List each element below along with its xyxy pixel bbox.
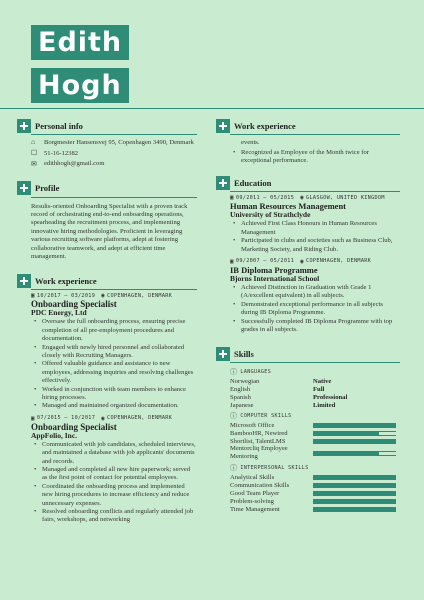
skill-row — [230, 437, 400, 445]
language-name: Japanese — [230, 401, 254, 409]
section-title: Personal info — [35, 120, 83, 131]
section-title: Education — [234, 177, 272, 188]
job-bullets — [33, 441, 197, 525]
skill-level-bar — [313, 491, 396, 496]
language-level: Limited — [313, 401, 336, 409]
plus-icon — [216, 119, 230, 133]
education-1 — [230, 194, 400, 254]
skill-level-gap — [379, 452, 396, 455]
job-2 — [31, 415, 197, 525]
personal-info — [17, 139, 197, 169]
info-icon: ⓘ — [230, 368, 238, 377]
skill-level-gap — [379, 432, 396, 435]
list-item: • Achieved First Class Honours in Human Resources Management — [232, 220, 400, 237]
skill-row — [230, 481, 400, 489]
edu-dates: 09/2011 — 05/2015 — [235, 194, 295, 201]
location-pin-icon: ◉ — [300, 194, 305, 202]
language-row — [230, 377, 400, 385]
job-meta — [31, 415, 197, 422]
job-dates: 10/2017 — 03/2019 — [36, 292, 96, 299]
skill-name: Good Team Player — [230, 489, 280, 497]
home-icon: ⌂ — [31, 139, 36, 146]
profile-header — [17, 181, 197, 196]
education-2 — [230, 258, 400, 334]
name-first: Edith — [31, 25, 129, 60]
skill-name: Analytical Skills — [230, 473, 275, 481]
left-column — [17, 118, 197, 525]
calendar-icon: ▣ — [31, 414, 35, 422]
skill-level-bar — [313, 483, 396, 488]
language-row — [230, 401, 400, 409]
skill-name: Communication Skills — [230, 481, 290, 489]
header-rule — [0, 108, 424, 109]
location-pin-icon: ◉ — [300, 257, 305, 265]
work-continued-header — [216, 118, 400, 133]
list-item: • Engaged with newly hired personnel and collaborated closely with Recruiting Managers. — [33, 344, 197, 361]
info-icon: ⓘ — [230, 464, 238, 473]
skill-level-bar — [313, 431, 396, 436]
skill-name: BambooHR, Newired — [230, 429, 288, 437]
job-title: Onboarding Specialist — [31, 299, 117, 310]
phone-icon: ☐ — [31, 150, 38, 158]
address-row — [31, 139, 197, 148]
language-row — [230, 385, 400, 393]
mail-icon: ✉ — [31, 160, 37, 168]
skill-level-bar — [313, 451, 396, 456]
language-level: Native — [313, 377, 332, 385]
language-level: Professional — [313, 393, 348, 401]
calendar-icon: ▣ — [230, 257, 234, 265]
edu-degree: IB Diploma Programme — [230, 264, 318, 275]
list-item: • Worked in conjunction with team members to enhance hiring processes. — [33, 386, 197, 403]
plus-icon — [216, 176, 230, 190]
language-name: Norwegian — [230, 377, 260, 385]
interpersonal-skill-list — [230, 473, 400, 513]
edu-meta — [230, 258, 400, 265]
right-column — [216, 118, 400, 513]
skill-row — [230, 473, 400, 481]
phone-row — [31, 150, 197, 159]
profile-text: Results-oriented Onboarding Specialist with a proven track record of orchestrating end-to-end onboarding operations, spearheading the recruitment process, and implementing innovative hiring methodologies. Proficient in leveraging various recruiting software platforms, adept at fostering collaborative teamwork, and adept at efficient time management. — [31, 202, 188, 260]
list-item: • Participated in clubs and societies such as Business Club, Marketing Society, and Riding Club. — [232, 237, 400, 254]
continued-text: events. — [241, 139, 260, 146]
job-company: AppFolio, Inc. — [31, 430, 78, 440]
info-icon: ⓘ — [230, 412, 238, 421]
skill-row — [230, 445, 400, 461]
job-dates: 07/2015 — 10/2017 — [36, 415, 96, 422]
edu-degree: Human Resources Management — [230, 201, 346, 212]
skill-level-bar — [313, 439, 396, 444]
skill-name: Mentorcliq Employee Mentoring — [230, 445, 288, 461]
name-last: Hogh — [31, 68, 129, 103]
location-pin-icon: ◉ — [101, 292, 106, 300]
list-item: • Managed and completed all new hire paperwork; served as the first point of contact for potential employees. — [33, 466, 197, 483]
plus-icon — [17, 181, 31, 195]
language-row — [230, 393, 400, 401]
list-item: • Resolved onboarding conflicts and regularly attended job fairs, workshops, and networking — [33, 508, 197, 525]
skill-name: Microsoft Office — [230, 421, 275, 429]
job-location: COPENHAGEN, DENMARK — [107, 292, 173, 299]
skill-level-bar — [313, 423, 396, 428]
list-item: • Coordinated the onboarding process and implemented new hiring procedures to increase efficiency and reduce unnecessary expenses. — [33, 483, 197, 508]
skill-level-bar — [313, 499, 396, 504]
plus-icon — [17, 274, 31, 288]
skill-row — [230, 489, 400, 497]
email[interactable]: edithhogh@gmail.com — [44, 160, 105, 167]
list-item: • Oversaw the full onboarding process, ensuring precise completion of all pre-employment procedures and documentation. — [33, 318, 197, 343]
list-item: • Demonstrated exceptional performance in all subjects during IB Diploma Programme. — [232, 301, 400, 318]
skill-row — [230, 429, 400, 437]
skill-name: Shortlist, TalentLMS — [230, 437, 286, 445]
job-meta — [31, 292, 197, 299]
section-title: Skills — [234, 348, 254, 359]
personal-info-header — [17, 118, 197, 133]
calendar-icon: ▣ — [31, 292, 35, 300]
language-level: Full — [313, 385, 325, 393]
skill-level-bar — [313, 507, 396, 512]
calendar-icon: ▣ — [230, 194, 234, 202]
job-bullets — [33, 318, 197, 410]
edu-location: GLASGOW, UNITED KINGDOM — [306, 194, 385, 201]
skill-name: Problem-solving — [230, 497, 274, 505]
skill-name: Time Management — [230, 505, 280, 513]
job-1 — [31, 292, 197, 410]
work-header — [17, 273, 197, 288]
skill-row — [230, 505, 400, 513]
plus-icon — [216, 347, 230, 361]
edu-school: Bjorns International School — [230, 273, 320, 283]
job-company: PDC Energy, Ltd — [31, 308, 87, 318]
edu-location: COPENHAGEN, DENMARK — [306, 258, 372, 265]
education-header — [216, 175, 400, 190]
skills — [230, 367, 400, 513]
list-item: • Recognized as Employee of the Month twice for exceptional performance. — [232, 149, 400, 166]
language-name: English — [230, 385, 251, 393]
languages-heading: ⓘ LANGUAGES — [230, 368, 272, 377]
skill-level-bar — [313, 475, 396, 480]
edu-dates: 09/2007 — 05/2011 — [235, 258, 295, 265]
email-row — [31, 160, 197, 169]
plus-icon — [17, 119, 31, 133]
language-list — [230, 377, 400, 409]
list-item: • Communicated with job candidates, scheduled interviews, and maintained a database with job applicants' documents and records. — [33, 441, 197, 466]
work-continued — [230, 139, 400, 165]
phone: 51-16-12382 — [44, 149, 79, 157]
job-title: Onboarding Specialist — [31, 421, 117, 432]
edu-school: University of Strathclyde — [230, 210, 311, 220]
list-item: • Offered valuable guidance and assistance to new employees, addressing inquiries and resolving challenges effectively. — [33, 360, 197, 385]
list-item: • Achieved Distinction in Graduation with Grade 1 (A/excellent equivalent) in all subjects. — [232, 284, 400, 301]
section-title: Work experience — [234, 120, 296, 131]
skill-row — [230, 421, 400, 429]
computer-skills-heading: ⓘ COMPUTER SKILLS — [230, 412, 292, 421]
skill-row — [230, 497, 400, 505]
language-name: Spanish — [230, 393, 251, 401]
interpersonal-skills-heading: ⓘ INTERPERSONAL SKILLS — [230, 464, 309, 473]
section-title: Profile — [35, 183, 60, 193]
computer-skill-list — [230, 421, 400, 461]
edu-meta — [230, 194, 400, 201]
job-location: COPENHAGEN, DENMARK — [107, 415, 173, 422]
list-item: • Managed and maintained organized documentation. — [33, 402, 197, 410]
list-item: • Successfully completed IB Diploma Programme with top grades in all subjects. — [232, 318, 400, 335]
address: Borgmester Hansensvej 95, Copenhagen 3490, Denmark — [44, 139, 194, 146]
location-pin-icon: ◉ — [101, 414, 106, 422]
section-title: Work experience — [35, 275, 97, 286]
skills-header — [216, 346, 400, 361]
